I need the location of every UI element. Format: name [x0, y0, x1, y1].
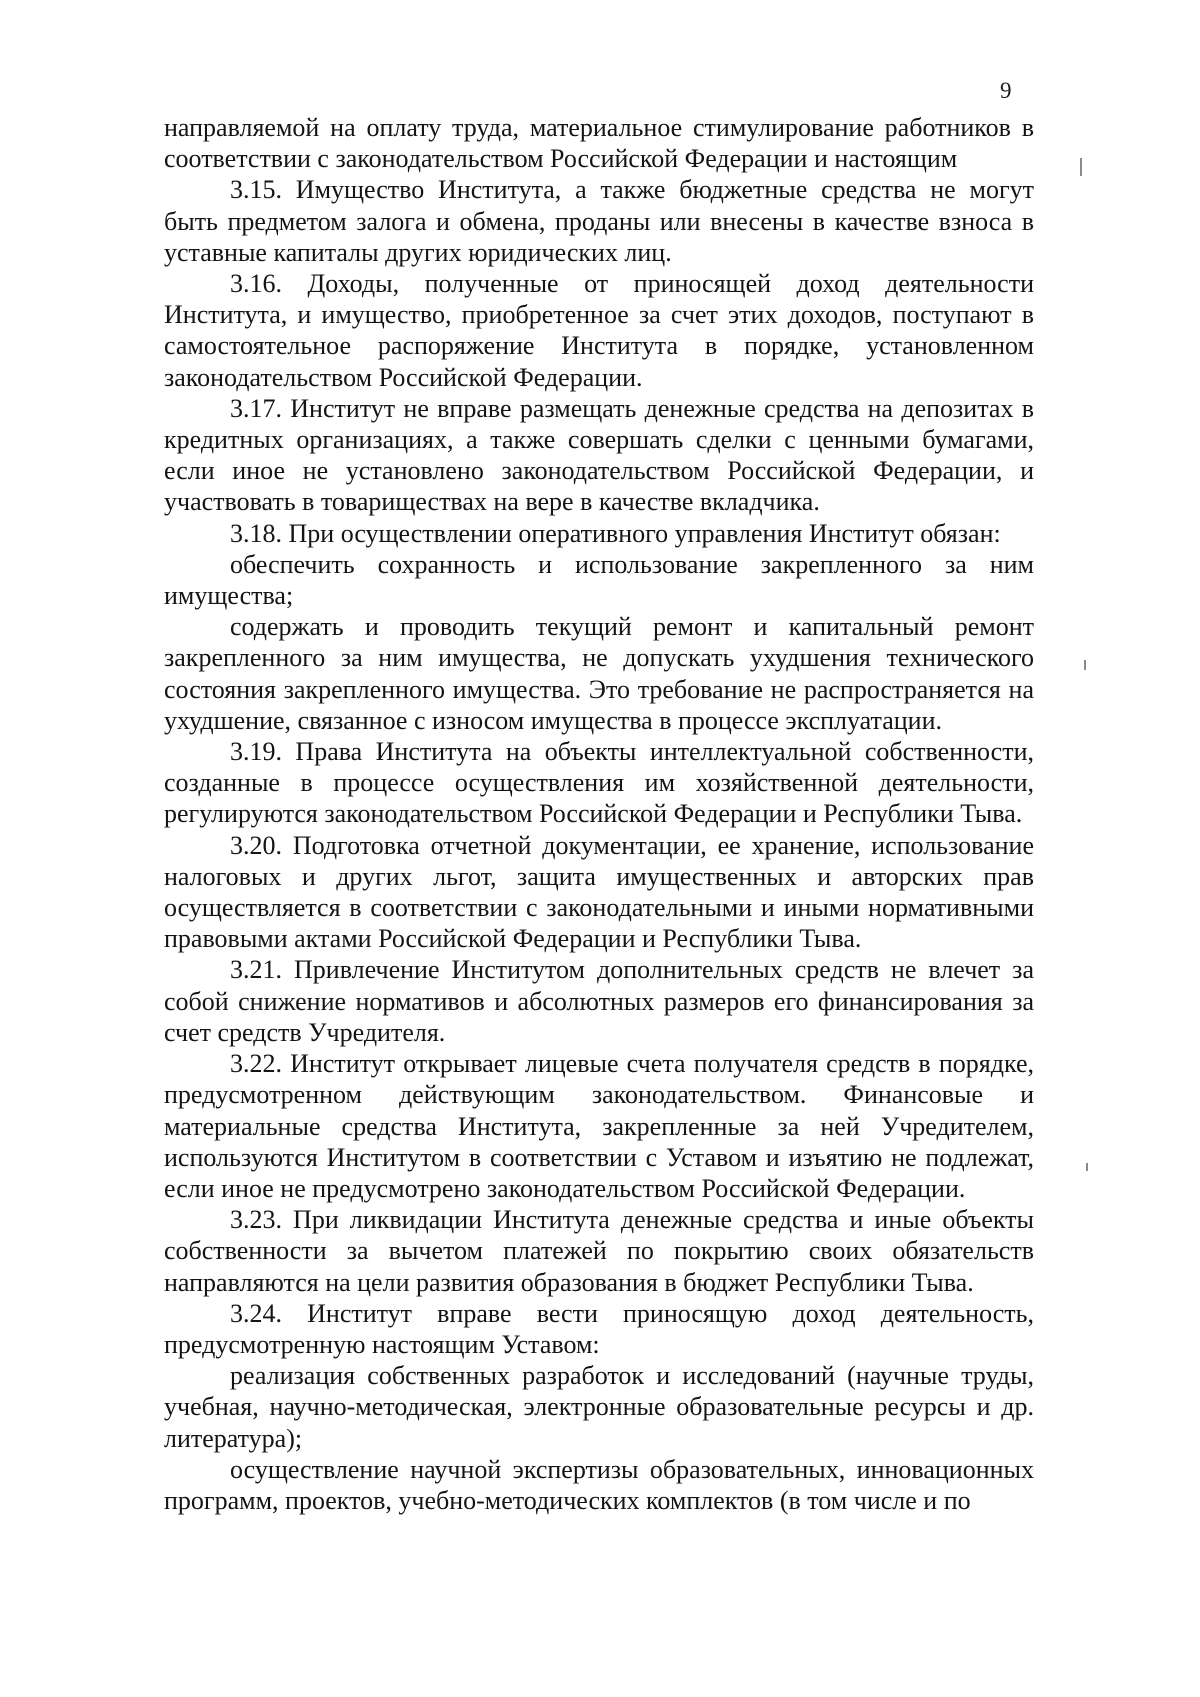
paragraph-3-18-item-1: обеспечить сохранность и использование закрепленного за ним имущества; [164, 549, 1034, 611]
paragraph-3-18: 3.18. При осуществлении оперативного управления Институт обязан: [230, 518, 1001, 548]
paragraph-3-22: 3.22. Институт открывает лицевые счета получателя средств в порядке, предусмотренном действующим законодательством. Финансовые и материальные средства Института, закрепленные за ней Учредителем, используются Институтом в соответствии с Уставом и изъятию не подлежат, если иное не предусмотрено законодательством Российской Федерации. [164, 1049, 1034, 1203]
paragraph-3-19: 3.19. Права Института на объекты интеллектуальной собственности, созданные в процессе осуществления им хозяйственной деятельности, регулируются законодательством Российской Федерации и Республики Тыва. [164, 737, 1034, 829]
paragraph-3-20: 3.20. Подготовка отчетной документации, ее хранение, использование налоговых и других льгот, защита имущественных и авторских прав осуществляется в соответствии с законодательными и иными нормативными правовыми актами Российской Федерации и Республики Тыва. [164, 830, 1034, 954]
paragraph-3-21: 3.21. Привлечение Институтом дополнительных средств не влечет за собой снижение нормативов и абсолютных размеров его финансирования за счет средств Учредителя. [164, 955, 1034, 1047]
paragraph-3-24: 3.24. Институт вправе вести приносящую доход деятельность, предусмотренную настоящим Уставом: [164, 1298, 1034, 1359]
paragraph-continuation: направляемой на оплату труда, материальное стимулирование работников в соответствии с законодательством Российской Федерации и настоящим [164, 113, 1034, 174]
paragraph-3-18-item-2: содержать и проводить текущий ремонт и капитальный ремонт закрепленного за ним имущества, не допускать ухудшения технического состояния закрепленного имущества. Это требование не распространяется на ухудшение, связанное с износом имущества в процессе эксплуатации. [164, 612, 1034, 735]
paragraph-3-24-item-1: реализация собственных разработок и исследований (научные труды, учебная, научно-методическая, электронные образовательные ресурсы и др. литература); [164, 1361, 1034, 1453]
paragraph-3-15: 3.15. Имущество Института, а также бюджетные средства не могут быть предметом залога и обмена, проданы или внесены в качестве взноса в уставные капиталы других юридических лиц. [164, 175, 1034, 267]
paragraph-3-16: 3.16. Доходы, полученные от приносящей доход деятельности Института, и имущество, приобретенное за счет этих доходов, поступают в самостоятельное распоряжение Института в порядке, установленном законодательством Российской Федерации. [164, 269, 1034, 392]
paragraph-3-23: 3.23. При ликвидации Института денежные средства и иные объекты собственности за вычетом платежей по покрытию своих обязательств направляются на цели развития образования в бюджет Республики Тыва. [164, 1205, 1034, 1297]
page-number: 9 [1000, 78, 1012, 103]
paragraph-3-24-item-2: осуществление научной экспертизы образовательных, инновационных программ, проектов, учебно-методических комплектов (в том числе и по [164, 1454, 1034, 1515]
scan-speck [1084, 660, 1086, 670]
scan-speck [1086, 1163, 1088, 1171]
scan-speck [1080, 158, 1082, 176]
document-body [164, 112, 1034, 1516]
paragraph-3-17: 3.17. Институт не вправе размещать денежные средства на депозитах в кредитных организациях, а также совершать сделки с ценными бумагами, если иное не установлено законодательством Российской Федерации, и участвовать в товариществах на вере в качестве вкладчика. [164, 393, 1034, 517]
